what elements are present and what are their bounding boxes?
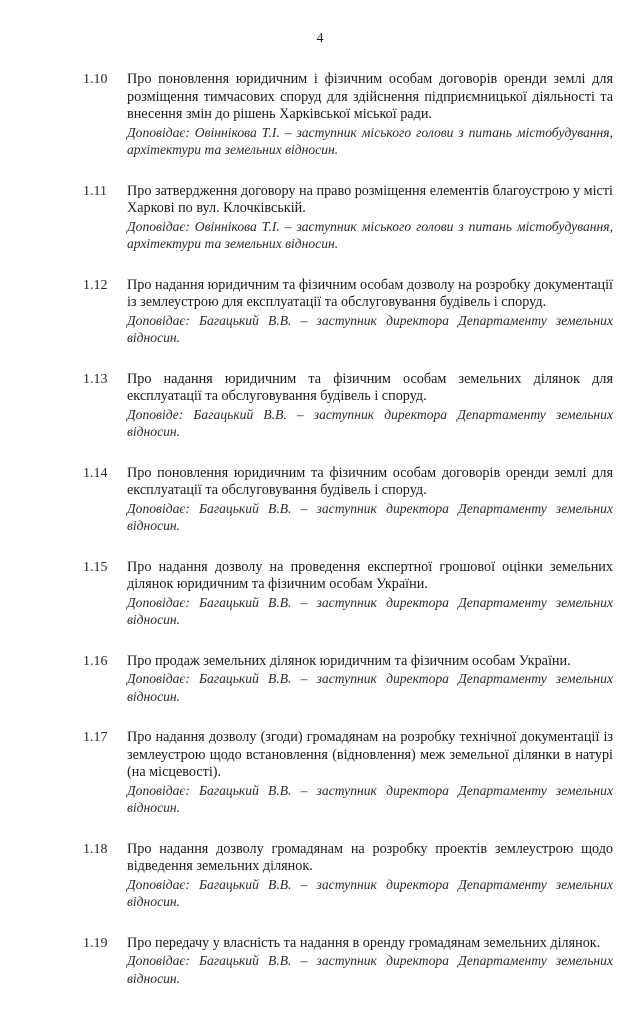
item-reporter: Доповідає: Овіннікова Т.І. – заступник міського голови з питань містобудування, архітектури та земельних відносин. bbox=[127, 218, 613, 251]
item-title: Про надання дозволу на проведення експертної грошової оцінки земельних ділянок юридичним та фізичним особам України. bbox=[127, 558, 613, 592]
item-reporter: Доповідає: Багацький В.В. – заступник директора Департаменту земельних відносин. bbox=[127, 671, 613, 704]
item-number: 1.14 bbox=[83, 465, 108, 481]
item-number: 1.15 bbox=[83, 559, 108, 575]
item-title: Про поновлення юридичним і фізичним особам договорів оренди землі для розміщення тимчасових споруд для здійснення підприємницької діяльності та внесення змін до рішень Харківської міської ради. bbox=[127, 71, 613, 122]
agenda-item bbox=[0, 841, 640, 911]
item-title: Про надання юридичним та фізичним особам земельних ділянок для експлуатації та обслуговування будівель і споруд. bbox=[127, 370, 613, 404]
agenda-item bbox=[0, 729, 640, 817]
agenda-item bbox=[0, 559, 640, 629]
agenda-item bbox=[0, 277, 640, 347]
item-number: 1.12 bbox=[83, 277, 108, 293]
item-reporter: Доповідає: Багацький В.В. – заступник директора Департаменту земельних відносин. bbox=[127, 782, 613, 815]
agenda-item bbox=[0, 465, 640, 535]
agenda-item bbox=[0, 935, 640, 988]
item-body bbox=[127, 935, 613, 988]
agenda-items bbox=[0, 71, 640, 1011]
item-reporter: Доповідає: Багацький В.В. – заступник директора Департаменту земельних відносин. bbox=[127, 953, 613, 986]
agenda-item bbox=[0, 71, 640, 159]
agenda-item bbox=[0, 183, 640, 253]
item-number: 1.11 bbox=[83, 183, 107, 199]
item-title: Про передачу у власність та надання в оренду громадянам земельних ділянок. bbox=[127, 934, 601, 951]
item-title: Про надання дозволу громадянам на розробку проектів землеустрою щодо відведення земельних ділянок. bbox=[127, 840, 613, 874]
item-reporter: Доповідає: Овіннікова Т.І. – заступник міського голови з питань містобудування, архітектури та земельних відносин. bbox=[127, 124, 613, 157]
page-number: 4 bbox=[316, 31, 324, 46]
item-body bbox=[127, 277, 613, 347]
item-title: Про поновлення юридичним та фізичним особам договорів оренди землі для експлуатації та обслуговування будівель і споруд. bbox=[127, 464, 613, 498]
item-title: Про продаж земельних ділянок юридичним та фізичним особам України. bbox=[127, 652, 571, 669]
item-reporter: Доповіде: Багацький В.В. – заступник директора Департаменту земельних відносин. bbox=[127, 406, 613, 439]
item-body bbox=[127, 183, 613, 253]
item-title: Про надання дозволу (згоди) громадянам на розробку технічної документації із землеустрою щодо встановлення (відновлення) меж земельної ділянки в натурі (на місцевості). bbox=[127, 729, 613, 780]
item-title: Про надання юридичним та фізичним особам дозволу на розробку документації із землеустрою для експлуатації та обслуговування будівель і споруд. bbox=[127, 276, 613, 310]
item-reporter: Доповідає: Багацький В.В. – заступник директора Департаменту земельних відносин. bbox=[127, 312, 613, 345]
item-title: Про затвердження договору на право розміщення елементів благоустрою у місті Харкові по вул. Клочківській. bbox=[127, 182, 613, 216]
item-body bbox=[127, 559, 613, 629]
item-body bbox=[127, 841, 613, 911]
item-reporter: Доповідає: Багацький В.В. – заступник директора Департаменту земельних відносин. bbox=[127, 594, 613, 627]
item-number: 1.17 bbox=[83, 730, 108, 745]
item-body bbox=[127, 371, 613, 441]
item-number: 1.19 bbox=[83, 935, 108, 951]
item-reporter: Доповідає: Багацький В.В. – заступник директора Департаменту земельних відносин. bbox=[127, 876, 613, 909]
item-number: 1.18 bbox=[83, 841, 108, 857]
item-number: 1.16 bbox=[83, 653, 108, 669]
item-number: 1.10 bbox=[83, 72, 108, 87]
item-body bbox=[127, 465, 613, 535]
item-body bbox=[127, 71, 613, 159]
agenda-item bbox=[0, 371, 640, 441]
agenda-item bbox=[0, 653, 640, 706]
item-body bbox=[127, 653, 613, 706]
item-body bbox=[127, 729, 613, 817]
item-reporter: Доповідає: Багацький В.В. – заступник директора Департаменту земельних відносин. bbox=[127, 500, 613, 533]
item-number: 1.13 bbox=[83, 371, 108, 387]
